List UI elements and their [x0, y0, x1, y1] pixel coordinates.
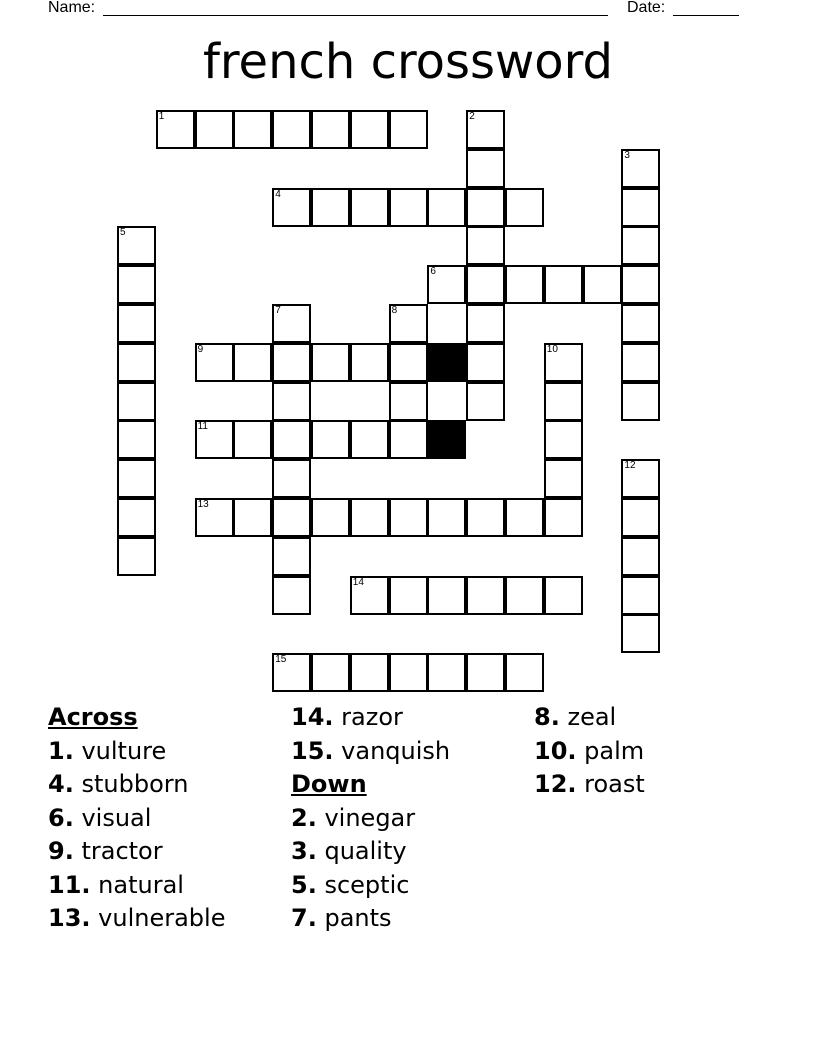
clue-column-2	[291, 701, 450, 936]
clue-across-13: 13. vulnerable	[48, 904, 226, 932]
letter-cell[interactable]	[156, 110, 195, 149]
clue-down-8: 8. zeal	[534, 703, 617, 731]
name-label: Name:	[48, 0, 96, 16]
letter-cell[interactable]	[621, 304, 660, 343]
clue-across-15: 15. vanquish	[291, 736, 451, 765]
letter-cell[interactable]	[544, 265, 583, 304]
letter-cell[interactable]	[272, 498, 311, 537]
letter-cell[interactable]	[466, 343, 505, 382]
letter-cell[interactable]	[350, 576, 389, 615]
letter-cell[interactable]	[389, 382, 428, 421]
letter-cell[interactable]	[117, 226, 156, 265]
letter-cell[interactable]	[544, 382, 583, 421]
letter-cell[interactable]	[311, 110, 350, 149]
black-cell	[427, 420, 466, 459]
letter-cell[interactable]	[466, 382, 505, 421]
cell-number: 11	[197, 421, 208, 433]
letter-cell[interactable]	[195, 498, 234, 537]
letter-cell[interactable]	[350, 420, 389, 459]
letter-cell[interactable]	[505, 576, 544, 615]
letter-cell[interactable]	[272, 382, 311, 421]
letter-cell[interactable]	[621, 614, 660, 653]
letter-cell[interactable]	[272, 653, 311, 692]
letter-cell[interactable]	[466, 653, 505, 692]
letter-cell[interactable]	[233, 343, 272, 382]
letter-cell[interactable]	[466, 110, 505, 149]
cell-number: 14	[352, 576, 364, 588]
letter-cell[interactable]	[311, 343, 350, 382]
clue-column-3	[534, 701, 645, 802]
letter-cell[interactable]	[544, 459, 583, 498]
letter-cell[interactable]	[311, 188, 350, 227]
clue-down-10: 10. palm	[534, 736, 645, 765]
letter-cell[interactable]	[389, 110, 428, 149]
letter-cell[interactable]	[427, 576, 466, 615]
letter-cell[interactable]	[621, 188, 660, 227]
letter-cell[interactable]	[117, 459, 156, 498]
letter-cell[interactable]	[195, 420, 234, 459]
letter-cell[interactable]	[621, 576, 660, 615]
black-cell	[427, 343, 466, 382]
clue-down-7: 7. pants	[291, 904, 392, 932]
clue-column-1	[48, 701, 225, 936]
letter-cell[interactable]	[195, 343, 234, 382]
letter-cell[interactable]	[272, 537, 311, 576]
letter-cell[interactable]	[544, 498, 583, 537]
letter-cell[interactable]	[466, 149, 505, 188]
letter-cell[interactable]	[117, 537, 156, 576]
cell-number: 8	[391, 305, 398, 316]
cell-number: 5	[120, 227, 126, 239]
letter-cell[interactable]	[621, 459, 660, 498]
letter-cell[interactable]	[544, 576, 583, 615]
letter-cell[interactable]	[389, 576, 428, 615]
letter-cell[interactable]	[389, 188, 428, 227]
letter-cell[interactable]	[389, 343, 428, 382]
letter-cell[interactable]	[350, 498, 389, 537]
letter-cell[interactable]	[427, 498, 466, 537]
cell-number: 9	[197, 343, 204, 355]
letter-cell[interactable]	[272, 110, 311, 149]
clue-down-3: 3. quality	[291, 837, 407, 865]
letter-cell[interactable]	[117, 420, 156, 459]
letter-cell[interactable]	[272, 304, 311, 343]
letter-cell[interactable]	[466, 576, 505, 615]
cell-number: 2	[469, 111, 475, 122]
letter-cell[interactable]	[621, 498, 660, 537]
letter-cell[interactable]	[466, 265, 505, 304]
letter-cell[interactable]	[389, 420, 428, 459]
clue-across-11: 11. natural	[48, 870, 184, 899]
clue-across-9: 9. tractor	[48, 837, 163, 865]
clue-down-5: 5. sceptic	[291, 870, 410, 899]
letter-cell[interactable]	[272, 459, 311, 498]
letter-cell[interactable]	[466, 226, 505, 265]
letter-cell[interactable]	[117, 382, 156, 421]
cell-number: 12	[624, 460, 636, 472]
letter-cell[interactable]	[621, 537, 660, 576]
letter-cell[interactable]	[621, 149, 660, 188]
letter-cell[interactable]	[117, 304, 156, 343]
letter-cell[interactable]	[505, 498, 544, 537]
clue-across-1: 1. vulture	[48, 736, 167, 765]
letter-cell[interactable]	[311, 653, 350, 692]
letter-cell[interactable]	[389, 653, 428, 692]
letter-cell[interactable]	[272, 576, 311, 615]
letter-cell[interactable]	[505, 188, 544, 227]
letter-cell[interactable]	[350, 343, 389, 382]
letter-cell[interactable]	[272, 188, 311, 227]
letter-cell[interactable]	[505, 265, 544, 304]
letter-cell[interactable]	[233, 498, 272, 537]
clue-across-6: 6. visual	[48, 803, 152, 832]
letter-cell[interactable]	[117, 343, 156, 382]
letter-cell[interactable]	[272, 343, 311, 382]
letter-cell[interactable]	[544, 420, 583, 459]
cell-number: 7	[275, 305, 281, 316]
letter-cell[interactable]	[466, 498, 505, 537]
clue-down-12: 12. roast	[534, 770, 645, 798]
letter-cell[interactable]	[350, 653, 389, 692]
cell-number: 4	[275, 188, 281, 200]
letter-cell[interactable]	[272, 420, 311, 459]
letter-cell[interactable]	[505, 653, 544, 692]
letter-cell[interactable]	[350, 188, 389, 227]
letter-cell[interactable]	[389, 304, 428, 343]
letter-cell[interactable]	[311, 498, 350, 537]
letter-cell[interactable]	[621, 343, 660, 382]
clue-across-14: 14. razor	[291, 703, 403, 731]
letter-cell[interactable]	[195, 110, 234, 149]
cell-number: 1	[158, 111, 165, 122]
letter-cell[interactable]	[427, 653, 466, 692]
letter-cell[interactable]	[427, 265, 466, 304]
page-title: french crossword	[202, 34, 614, 90]
cell-number: 13	[197, 499, 209, 510]
cell-number: 10	[546, 343, 558, 355]
across-heading: Across	[48, 703, 138, 731]
letter-cell[interactable]	[544, 343, 583, 382]
cell-number: 3	[624, 149, 630, 161]
letter-cell[interactable]	[311, 420, 350, 459]
letter-cell[interactable]	[621, 265, 660, 304]
letter-cell[interactable]	[117, 498, 156, 537]
letter-cell[interactable]	[233, 420, 272, 459]
letter-cell[interactable]	[466, 304, 505, 343]
down-heading: Down	[291, 770, 367, 798]
letter-cell[interactable]	[466, 188, 505, 227]
clue-across-4: 4. stubborn	[48, 770, 189, 798]
letter-cell[interactable]	[389, 498, 428, 537]
letter-cell[interactable]	[621, 382, 660, 421]
letter-cell[interactable]	[233, 110, 272, 149]
letter-cell[interactable]	[117, 265, 156, 304]
date-label: Date:	[627, 0, 666, 16]
cell-number: 6	[430, 266, 436, 278]
cell-number: 15	[275, 654, 287, 666]
letter-cell[interactable]	[583, 265, 622, 304]
clue-down-2: 2. vinegar	[291, 803, 416, 832]
letter-cell[interactable]	[621, 226, 660, 265]
letter-cell[interactable]	[350, 110, 389, 149]
letter-cell[interactable]	[427, 188, 466, 227]
